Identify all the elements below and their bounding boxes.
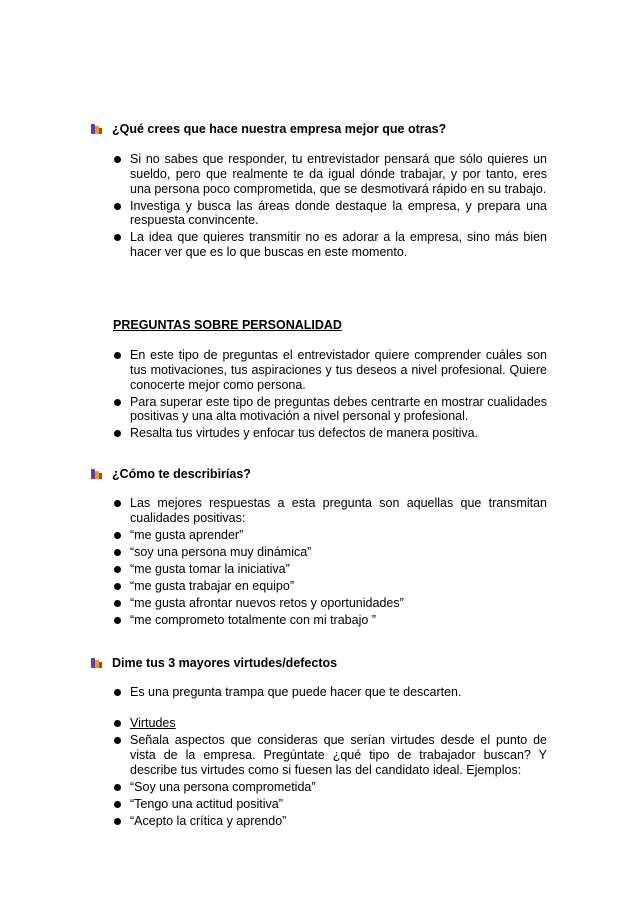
list-item: “me gusta trabajar en equipo” xyxy=(0,579,638,594)
bullet-list xyxy=(0,685,638,702)
question-heading-text: ¿Qué crees que hace nuestra empresa mejor que otras? xyxy=(112,122,447,136)
bullet-list xyxy=(0,348,638,443)
question-heading-text: Dime tus 3 mayores virtudes/defectos xyxy=(112,656,338,670)
book-stack-icon xyxy=(90,656,103,669)
bullet-list xyxy=(0,496,638,630)
list-item: “me gusta aprender” xyxy=(0,528,638,543)
question-heading xyxy=(90,656,337,671)
question-heading-text: ¿Cómo te describirías? xyxy=(112,467,251,481)
list-item: “Soy una persona comprometida” xyxy=(0,780,638,795)
bullet-list xyxy=(0,716,638,831)
list-item: Si no sabes que responder, tu entrevistador pensará que sólo quieres un sueldo, pero que realmente te da igual dónde trabajar, y por tanto, eres una persona poco comprometida, que se desmotivará rápido en su trabajo. xyxy=(0,152,638,196)
list-item: “Acepto la crítica y aprendo” xyxy=(0,814,638,829)
list-item: En este tipo de preguntas el entrevistador quiere comprender cuáles son tus motivaciones, tus aspiraciones y tus deseos a nivel profesional. Quiere conocerte mejor como persona. xyxy=(0,348,638,392)
list-item: “me gusta afrontar nuevos retos y oportunidades” xyxy=(0,596,638,611)
list-item: Señala aspectos que consideras que serían virtudes desde el punto de vista de la empresa. Pregúntate ¿qué tipo de trabajador buscan? Y describe tus virtudes como si fuesen las del candidato ideal. Ejemplos: xyxy=(0,733,638,777)
question-heading xyxy=(90,467,251,482)
list-item: La idea que quieres transmitir no es adorar a la empresa, sino más bien hacer ver que es lo que buscas en este momento. xyxy=(0,230,638,260)
list-item: “me comprometo totalmente con mi trabajo ” xyxy=(0,613,638,628)
list-item: Es una pregunta trampa que puede hacer que te descarten. xyxy=(0,685,638,700)
list-item: Las mejores respuestas a esta pregunta son aquellas que transmitan cualidades positivas: xyxy=(0,496,638,526)
bullet-list xyxy=(0,152,638,262)
section-title: PREGUNTAS SOBRE PERSONALIDAD xyxy=(113,318,342,332)
list-item: Investiga y busca las áreas donde destaque la empresa, y prepara una respuesta convincente. xyxy=(0,199,638,229)
list-item: Para superar este tipo de preguntas debes centrarte en mostrar cualidades positivas y una alta motivación a nivel personal y profesional. xyxy=(0,395,638,425)
book-stack-icon xyxy=(90,122,103,135)
list-item: “Tengo una actitud positiva” xyxy=(0,797,638,812)
list-item: “me gusta tomar la iniciativa” xyxy=(0,562,638,577)
list-item-virtudes: Virtudes xyxy=(0,716,638,731)
list-item: Resalta tus virtudes y enfocar tus defectos de manera positiva. xyxy=(0,426,638,441)
book-stack-icon xyxy=(90,467,103,480)
list-item: “soy una persona muy dinámica” xyxy=(0,545,638,560)
question-heading xyxy=(90,122,446,137)
